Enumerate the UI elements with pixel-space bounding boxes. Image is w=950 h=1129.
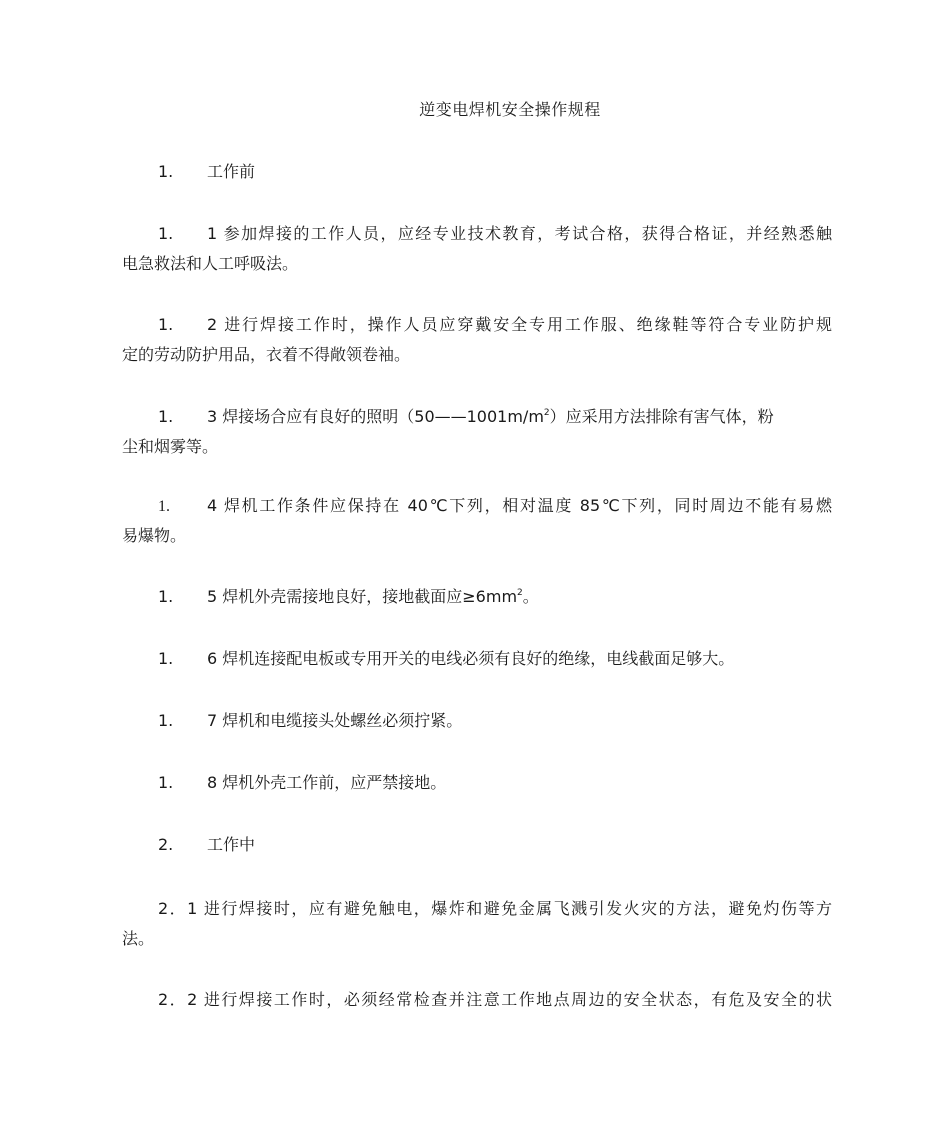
section-heading-before-work bbox=[122, 157, 832, 187]
item-text: 2．2 进行焊接工作时，必须经常检查并注意工作地点周边的安全状态，有危及安全的状 bbox=[158, 990, 832, 1009]
item-text-continued: 易爆物。 bbox=[122, 526, 187, 545]
item-text: 工作前 bbox=[207, 162, 256, 181]
item-text-part: 。 bbox=[522, 587, 539, 606]
item-number: 1. bbox=[158, 224, 174, 243]
item-text: 2．1 进行焊接时，应有避免触电，爆炸和避免金属飞溅引发火灾的方法，避免灼伤等方 bbox=[158, 899, 832, 918]
document-title: 逆变电焊机安全操作规程 bbox=[419, 100, 601, 119]
item-text-continued: 法。 bbox=[122, 929, 155, 948]
section-heading-during-work bbox=[122, 830, 832, 860]
item-text-part: 5 焊机外壳需接地良好，接地截面应≥6mm bbox=[207, 587, 518, 606]
paragraph-1-7 bbox=[122, 706, 832, 736]
paragraph-1-2 bbox=[122, 310, 832, 370]
item-number: 2. bbox=[158, 835, 174, 854]
superscript: 2 bbox=[543, 408, 550, 418]
item-text: 2 进行焊接工作时，操作人员应穿戴安全专用工作服、绝缘鞋等符合专业防护规 bbox=[207, 315, 832, 334]
item-text: 工作中 bbox=[207, 835, 256, 854]
paragraph-1-1 bbox=[122, 219, 832, 279]
item-text: 7 焊机和电缆接头处螺丝必须拧紧。 bbox=[207, 711, 463, 730]
item-number: 1. bbox=[158, 711, 174, 730]
item-text: 1 参加焊接的工作人员，应经专业技术教育，考试合格，获得合格证，并经熟悉触 bbox=[207, 224, 832, 243]
paragraph-1-6 bbox=[122, 644, 832, 674]
paragraph-2-1 bbox=[122, 894, 832, 954]
item-number: 1. bbox=[158, 649, 174, 668]
paragraph-1-3 bbox=[122, 402, 832, 462]
item-text bbox=[207, 407, 774, 426]
item-number: 1. bbox=[158, 498, 170, 515]
item-text: 6 焊机连接配电板或专用开关的电线必须有良好的绝缘，电线截面足够大。 bbox=[207, 649, 735, 668]
item-number: 1. bbox=[158, 162, 174, 181]
item-number: 1. bbox=[158, 315, 174, 334]
item-number: 1. bbox=[158, 773, 174, 792]
item-text-part: ）应采用方法排除有害气体，粉 bbox=[549, 407, 774, 426]
item-number: 1. bbox=[158, 407, 174, 426]
item-text-part: 3 焊接场合应有良好的照明（50——1001m/m bbox=[207, 407, 544, 426]
item-text: 4 焊机工作条件应保持在 40℃下列，相对温度 85℃下列，同时周边不能有易燃 bbox=[207, 496, 832, 515]
superscript: 2 bbox=[517, 588, 523, 598]
item-text-continued: 定的劳动防护用品，衣着不得敞领卷袖。 bbox=[122, 345, 411, 364]
item-text-continued: 尘和烟雾等。 bbox=[122, 437, 219, 456]
paragraph-2-2 bbox=[122, 985, 832, 1015]
item-text: 8 焊机外壳工作前，应严禁接地。 bbox=[207, 773, 447, 792]
paragraph-1-8 bbox=[122, 768, 832, 798]
paragraph-1-4 bbox=[122, 491, 832, 551]
item-text-continued: 电急救法和人工呼吸法。 bbox=[122, 254, 299, 273]
paragraph-1-5 bbox=[122, 582, 832, 612]
item-text bbox=[207, 587, 539, 606]
item-number: 1. bbox=[158, 587, 174, 606]
